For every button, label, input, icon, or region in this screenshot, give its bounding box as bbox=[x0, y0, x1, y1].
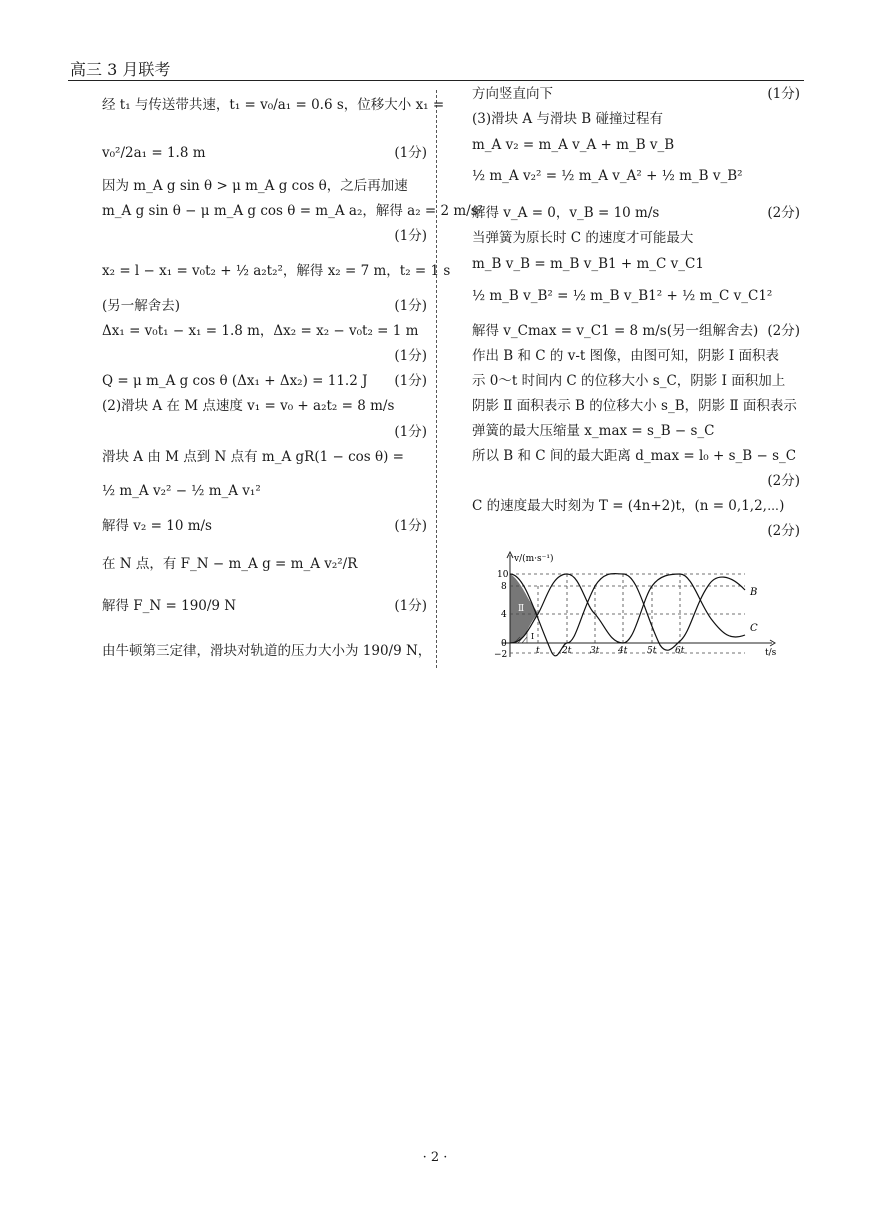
left-score-7: (1分) bbox=[394, 348, 427, 364]
left-score-8: (1分) bbox=[394, 373, 427, 389]
xtick-3t: 3t bbox=[590, 646, 600, 656]
left-line-14: 解得 F_N = 190/9 N bbox=[102, 598, 237, 614]
ytick-4: 4 bbox=[501, 610, 507, 620]
right-line-7: m_B v_B = m_B v_B1 + m_C v_C1 bbox=[472, 256, 704, 272]
xtick-6t: 6t bbox=[675, 646, 685, 656]
left-score-2: (1分) bbox=[394, 145, 427, 161]
ytick-neg2: −2 bbox=[494, 650, 508, 660]
left-line-13: 在 N 点，有 F_N − m_A g = m_A v₂²/R bbox=[102, 556, 358, 572]
left-score-9: (1分) bbox=[394, 424, 427, 440]
left-score-12: (1分) bbox=[394, 518, 427, 534]
ytick-0: 0 bbox=[501, 639, 507, 649]
left-line-1: 经 t₁ 与传送带共速，t₁ = v₀/a₁ = 0.6 s，位移大小 x₁ = bbox=[102, 97, 445, 113]
left-line-15: 由牛顿第三定律，滑块对轨道的压力大小为 190/9 N， bbox=[102, 643, 432, 659]
right-line-12: 阴影 Ⅱ 面积表示 B 的位移大小 s_B，阴影 Ⅱ 面积表示 bbox=[472, 398, 797, 414]
column-divider bbox=[436, 90, 437, 668]
ytick-10: 10 bbox=[497, 570, 509, 580]
left-line-3: 因为 m_A g sin θ > μ m_A g cos θ，之后再加速 bbox=[102, 178, 408, 194]
right-score-9: (2分) bbox=[767, 323, 800, 339]
xtick-5t: 5t bbox=[647, 646, 657, 656]
left-line-7: Δx₁ = v₀t₁ − x₁ = 1.8 m，Δx₂ = x₂ − v₀t₂ = 1 m bbox=[102, 323, 419, 339]
left-line-12: 解得 v₂ = 10 m/s bbox=[102, 518, 212, 534]
left-line-2: v₀²/2a₁ = 1.8 m bbox=[102, 145, 206, 161]
curve-c-label: C bbox=[750, 623, 758, 634]
page-number: · 2 · bbox=[422, 1150, 448, 1165]
vt-graph bbox=[480, 545, 790, 665]
right-score-14: (2分) bbox=[767, 473, 800, 489]
left-line-4: m_A g sin θ − μ m_A g cos θ = m_A a₂，解得 a₂ = 2 m/s² bbox=[102, 203, 484, 219]
right-line-13: 弹簧的最大压缩量 x_max = s_B − s_C bbox=[472, 423, 715, 439]
curve-b-label: B bbox=[750, 587, 758, 598]
right-line-11: 示 0～t 时间内 C 的位移大小 s_C，阴影 Ⅰ 面积加上 bbox=[472, 373, 786, 389]
right-line-10: 作出 B 和 C 的 v-t 图像，由图可知，阴影 Ⅰ 面积表 bbox=[472, 348, 780, 364]
right-line-5: 解得 v_A = 0，v_B = 10 m/s bbox=[472, 205, 660, 221]
left-line-6: (另一解舍去) bbox=[102, 298, 181, 314]
right-score-1: (1分) bbox=[767, 86, 800, 102]
xtick-2t: 2t bbox=[562, 646, 572, 656]
left-line-5: x₂ = l − x₁ = v₀t₂ + ½ a₂t₂²，解得 x₂ = 7 m，t₂ = 1 s bbox=[102, 263, 451, 279]
left-line-8: Q = μ m_A g cos θ (Δx₁ + Δx₂) = 11.2 J bbox=[102, 373, 368, 389]
xtick-4t: 4t bbox=[618, 646, 628, 656]
right-line-6: 当弹簧为原长时 C 的速度才可能最大 bbox=[472, 230, 694, 246]
graph-ylabel: v/(m·s⁻¹) bbox=[514, 554, 554, 564]
right-line-9: 解得 v_Cmax = v_C1 = 8 m/s(另一组解舍去) bbox=[472, 323, 759, 339]
right-line-2: (3)滑块 A 与滑块 B 碰撞过程有 bbox=[472, 111, 663, 127]
right-line-8: ½ m_B v_B² = ½ m_B v_B1² + ½ m_C v_C1² bbox=[472, 288, 773, 304]
region-2-label: Ⅱ bbox=[518, 604, 525, 614]
header-rule bbox=[68, 80, 804, 81]
graph-xlabel: t/s bbox=[765, 648, 777, 658]
right-score-5: (2分) bbox=[767, 205, 800, 221]
xtick-t: t bbox=[536, 646, 540, 656]
right-line-3: m_A v₂ = m_A v_A + m_B v_B bbox=[472, 137, 675, 153]
right-line-4: ½ m_A v₂² = ½ m_A v_A² + ½ m_B v_B² bbox=[472, 168, 743, 184]
right-score-15: (2分) bbox=[767, 523, 800, 539]
left-score-4: (1分) bbox=[394, 228, 427, 244]
right-line-15: C 的速度最大时刻为 T = (4n+2)t，(n = 0,1,2,⋯) bbox=[472, 498, 785, 514]
right-line-14: 所以 B 和 C 间的最大距离 d_max = l₀ + s_B − s_C bbox=[472, 448, 797, 464]
page-header-title: 高三 3 月联考 bbox=[70, 60, 171, 79]
region-1-label: Ⅰ bbox=[531, 632, 535, 641]
left-score-6: (1分) bbox=[394, 298, 427, 314]
left-line-9: (2)滑块 A 在 M 点速度 v₁ = v₀ + a₂t₂ = 8 m/s bbox=[102, 398, 395, 414]
left-line-10: 滑块 A 由 M 点到 N 点有 m_A gR(1 − cos θ) = bbox=[102, 449, 404, 465]
right-line-1: 方向竖直向下 bbox=[472, 86, 553, 102]
ytick-8: 8 bbox=[501, 582, 507, 592]
left-line-11: ½ m_A v₂² − ½ m_A v₁² bbox=[102, 483, 261, 499]
left-score-14: (1分) bbox=[394, 598, 427, 614]
